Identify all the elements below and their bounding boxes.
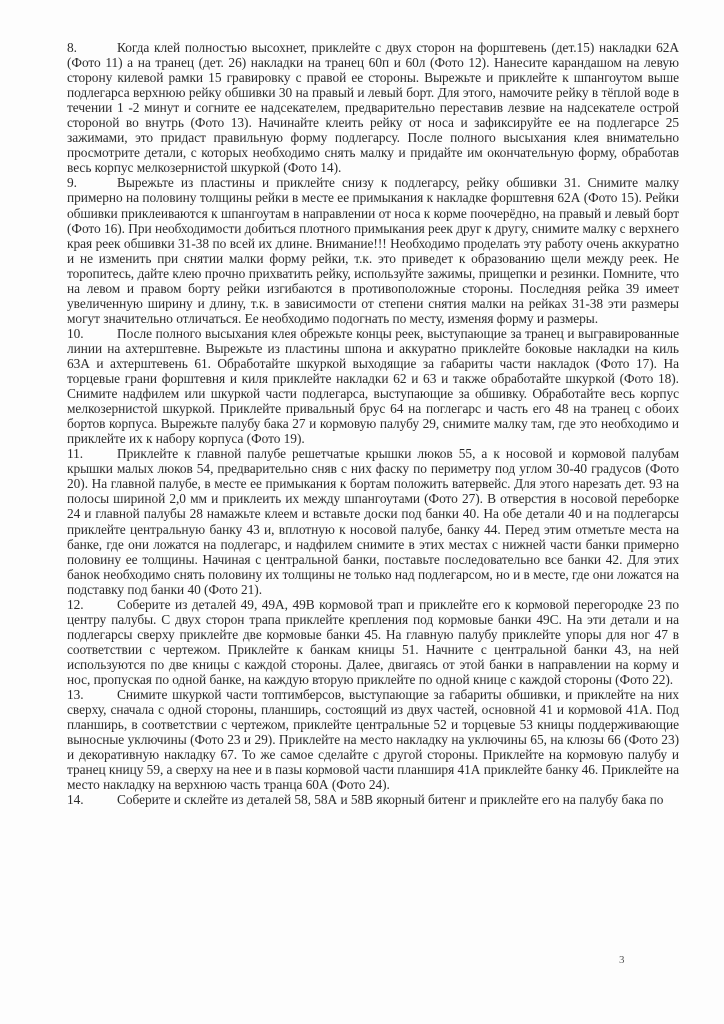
paragraph-number: 9.: [67, 175, 77, 191]
paragraph-number: 12.: [67, 596, 84, 612]
paragraph-text: После полного высыхания клея обрежьте концы реек, выступающие за транец и выгравированные линии на ахтерштевне. Вырежьте из пластины шпона и аккуратно приклейте боковые накладки на киль 63А и ахтерштевень 61. Обработайте шкуркой выходящие за габариты части накладок (Фото 17). На торцевые грани форштевня и киля приклейте накладки 62 и 63 и также обработайте шкуркой (Фото 18). Снимите надфилем или шкуркой части подлегарса, выступающие за обшивку. Обработайте весь корпус мелкозернистой шкуркой. Приклейте привальный брус 64 на поглегарс и часть его 48 на транец с обоих бортов корпуса. Вырежьте палубу бака 27 и кормовую палубу 29, снимите малку там, где это необходимо и приклейте их к набору корпуса (Фото 19).: [67, 325, 679, 447]
paragraph-text: Снимите шкуркой части топтимберсов, выступающие за габариты обшивки, и приклейте на них сверху, сначала с одной стороны, планширь, состоящий из двух частей, основной 41 и кормовой 41А. Под планширь, в соответствии с чертежом, приклейте центральные 52 и торцевые 53 кницы поддерживающие выносные уключины (Фото 23 и 29). Приклейте на место накладку на уключины 65, на клюзы 66 (Фото 23) и декоративную накладку 67. То же самое сделайте с другой стороны. Приклейте на кормовую палубу и транец кницу 59, а сверху на нее и в пазы кормовой части планширя 41А приклейте банку 46. Приклейте на место накладку на верхнюю часть транца 60А (Фото 24).: [67, 687, 680, 793]
paragraph-14: [67, 792, 679, 807]
paragraph-number: 14.: [67, 792, 84, 808]
paragraph-9: [67, 175, 679, 325]
paragraph-number: 13.: [67, 687, 84, 703]
paragraph-text: Соберите и склейте из деталей 58, 58А и 58В якорный битенг и приклейте его на палубу бака по: [117, 792, 664, 808]
paragraph-13: [67, 687, 679, 792]
paragraph-12: [67, 597, 679, 687]
paragraph-text: Вырежьте из пластины и приклейте снизу к подлегарсу, рейку обшивки 31. Снимите малку примерно на половину толщины рейки в месте ее примыкания к накладке форштевня 62А (Фото 15). Рейки обшивки приклеиваются к шпангоутам в направлении от носа к корме поочерёдно, на правый и левый борт (Фото 16). При необходимости добиться плотного примыкания реек друг к другу, снимите малку с верхнего края реек обшивки 31-38 по всей их длине. Внимание!!! Необходимо проделать эту работу очень аккуратно и не изменить при снятии малки форму рейки, т.к. это приведет к образованию щели между реек. Не торопитесь, дайте клею прочно прихватить рейку, используйте зажимы, прищепки и резинки. Помните, что на левом и правом борту рейки изгибаются в противоположные стороны. Последняя рейка 39 имеет увеличенную ширину и длину, т.к. в зависимости от степени снятия малки на рейках 31-38 эти размеры могут значительно отличаться. Ее необходимо подогнать по месту, изменяя форму и размеры.: [67, 175, 679, 326]
paragraph-11: [67, 446, 679, 596]
paragraph-10: [67, 326, 679, 446]
document-body: [67, 40, 679, 807]
page-number: 3: [619, 954, 625, 966]
paragraph-8: [67, 40, 679, 175]
paragraph-text: Соберите из деталей 49, 49А, 49В кормовой трап и приклейте его к кормовой перегородке 23 по центру палубы. С двух сторон трапа приклейте крепления под кормовые банки 49С. На эти детали и на подлегарсы сверху приклейте две кормовые банки 45. На главную палубу приклейте упоры для ног 47 в соответствии с чертежом. Приклейте к банкам кницы 51. Начните с центральной банки 43, на ней используются по две кницы с каждой стороны. Далее, двигаясь от этой банки в направлении на корму и нос, пропуская по одной банке, на каждую вторую приклейте по одной книце с каждой стороны (Фото 22).: [67, 596, 679, 687]
paragraph-number: 11.: [67, 446, 84, 462]
paragraph-number: 8.: [67, 40, 77, 55]
paragraph-number: 10.: [67, 325, 84, 341]
paragraph-text: Когда клей полностью высохнет, приклейте с двух сторон на форштевень (дет.15) накладки 62А (Фото 11) а на транец (дет. 26) накладки на транец 60п и 60л (Фото 12). Нанесите карандашом на левую сторону килевой рамки 15 гравировку с правой ее стороны. Вырежьте и приклейте к шпангоутом выше подлегарса верхнюю рейку обшивки 30 на правый и левый борт. Для этого, намочите рейку в тёплой воде в течении 1 -2 минут и согните ее надсекателем, предварительно переставив лезвие на надсекателе острой стороной во внутрь (Фото 13). Начинайте клеить рейку от носа и зафиксируйте ее на подлегарсе 25 зажимами, это придаст правильную форму подлегарсу. После полного высыхания клея внимательно просмотрите детали, с которых необходимо снять малку и придайте им окончательную форму, обработав весь корпус мелкозернистой шкуркой (Фото 14).: [67, 40, 679, 176]
paragraph-text: Приклейте к главной палубе решетчатые крышки люков 55, а к носовой и кормовой палубам крышки малых люков 54, предварительно сняв с них фаску по периметру под углом 30-40 градусов (Фото 20). На главной палубе, в месте ее примыкания к бортам положить ватервейс. Для этого нарезать дет. 93 на полосы шириной 2,0 мм и приклеить их между шпангоутами (Фото 27). В отверстия в носовой переборке 24 и главной палубы 28 намажьте клеем и вставьте доски под банки 40. На обе детали 40 и на подлегарсы приклейте центральную банку 43 и, вплотную к носовой палубе, банку 44. Перед этим отметьте места на банке, где они ложатся на подлегарс, и надфилем снимите в этих местах с нижней части банки примерно половину ее толщины. Начиная с центральной банки, поставьте последовательно все банки 42. Для этих банок необходимо снять половину их толщины не только над подлегарсом, но и в месте, где они ложатся на подставку под банки 40 (Фото 21).: [67, 446, 679, 597]
